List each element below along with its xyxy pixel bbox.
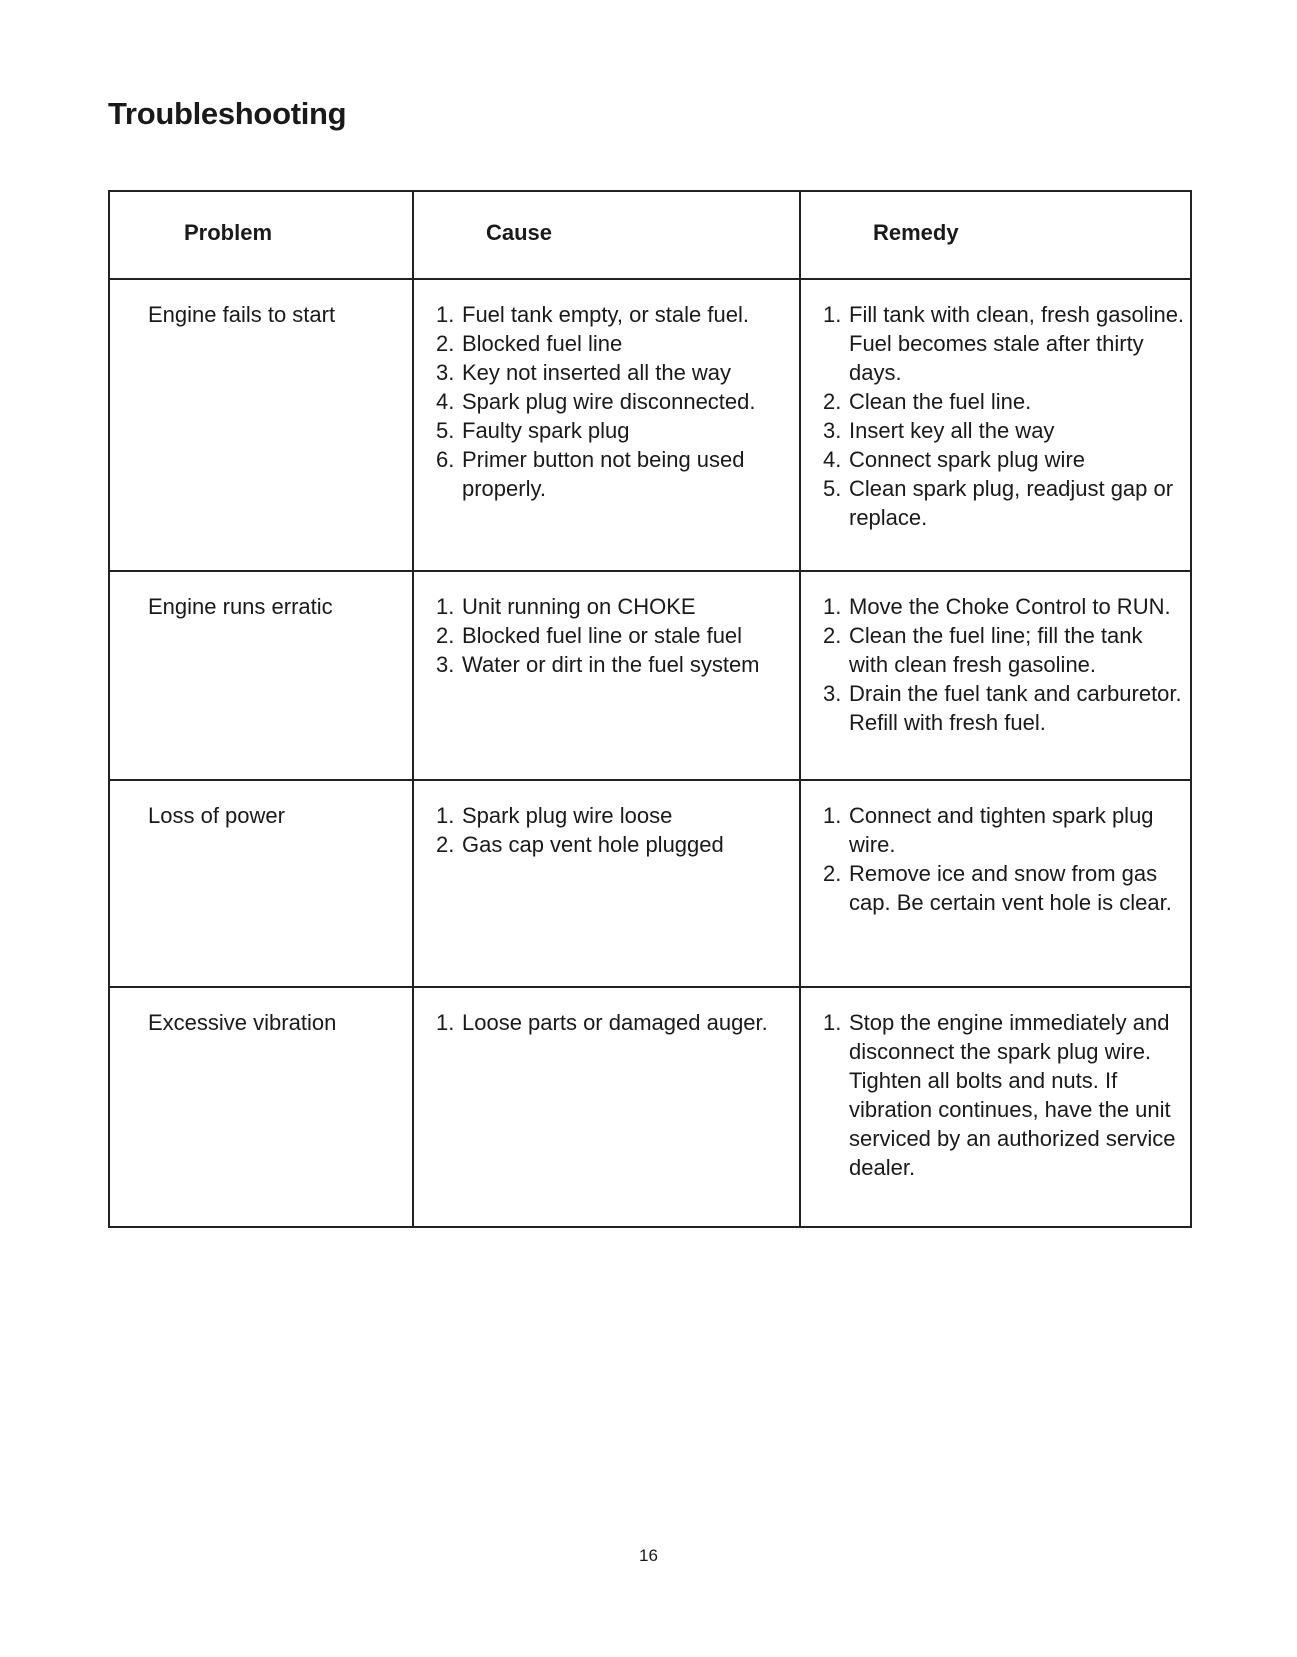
item-text: Gas cap vent hole plugged [462, 832, 724, 857]
problem-cell: Loss of power [109, 780, 413, 987]
cause-cell [413, 279, 800, 571]
item-text: Clean spark plug, readjust gap or replace. [849, 476, 1174, 530]
cause-item [436, 592, 793, 621]
remedy-item [823, 679, 1186, 737]
remedy-item [823, 859, 1186, 917]
table-row [109, 987, 1191, 1227]
item-number: 6. [436, 447, 455, 472]
item-text: Unit running on CHOKE [462, 594, 696, 619]
problem-cell: Engine runs erratic [109, 571, 413, 780]
item-number: 4. [823, 447, 842, 472]
remedy-item [823, 416, 1186, 445]
item-number: 2. [823, 389, 842, 414]
problem-cell: Engine fails to start [109, 279, 413, 571]
remedy-item [823, 621, 1186, 679]
table-header-row [109, 191, 1191, 279]
cause-item [436, 445, 793, 503]
cause-list [436, 1008, 793, 1037]
remedy-list [823, 1008, 1186, 1182]
item-number: 1. [823, 302, 842, 327]
item-number: 1. [436, 803, 455, 828]
item-text: Remove ice and snow from gas cap. Be certain vent hole is clear. [849, 861, 1172, 915]
item-text: Blocked fuel line or stale fuel [462, 623, 743, 648]
cause-cell [413, 571, 800, 780]
item-number: 2. [823, 861, 842, 886]
item-text: Stop the engine immediately and disconnect the spark plug wire. Tighten all bolts and nuts. If vibration continues, have the unit serviced by an authorized service dealer. [849, 1010, 1176, 1180]
cause-item [436, 1008, 793, 1037]
item-text: Blocked fuel line [462, 331, 623, 356]
item-text: Spark plug wire loose [462, 803, 673, 828]
cause-list [436, 592, 793, 679]
remedy-cell [800, 780, 1191, 987]
table-row [109, 780, 1191, 987]
remedy-item [823, 300, 1186, 387]
page-number: 16 [639, 1546, 658, 1565]
item-number: 1. [436, 1010, 455, 1035]
item-number: 2. [436, 331, 455, 356]
cause-item [436, 387, 793, 416]
item-number: 3. [823, 418, 842, 443]
remedy-item [823, 592, 1186, 621]
remedy-item [823, 801, 1186, 859]
item-text: Key not inserted all the way [462, 360, 732, 385]
item-text: Spark plug wire disconnected. [462, 389, 756, 414]
cause-item [436, 650, 793, 679]
remedy-item [823, 1008, 1186, 1182]
table-row [109, 279, 1191, 571]
problem-column-header: Problem [109, 191, 413, 279]
item-text: Water or dirt in the fuel system [462, 652, 760, 677]
item-text: Clean the fuel line; fill the tank with clean fresh gasoline. [849, 623, 1143, 677]
item-number: 5. [823, 476, 842, 501]
cause-cell [413, 780, 800, 987]
cause-item [436, 329, 793, 358]
item-text: Drain the fuel tank and carburetor. Refill with fresh fuel. [849, 681, 1182, 735]
item-text: Insert key all the way [849, 418, 1055, 443]
item-number: 2. [436, 623, 455, 648]
cause-item [436, 300, 793, 329]
remedy-cell [800, 987, 1191, 1227]
cause-item [436, 416, 793, 445]
item-text: Clean the fuel line. [849, 389, 1032, 414]
problem-cell: Excessive vibration [109, 987, 413, 1227]
item-text: Primer button not being used properly. [462, 447, 745, 501]
item-number: 3. [823, 681, 842, 706]
item-number: 2. [436, 832, 455, 857]
item-text: Faulty spark plug [462, 418, 630, 443]
item-text: Fill tank with clean, fresh gasoline. Fuel becomes stale after thirty days. [849, 302, 1185, 385]
item-text: Move the Choke Control to RUN. [849, 594, 1171, 619]
cause-item [436, 801, 793, 830]
item-text: Loose parts or damaged auger. [462, 1010, 768, 1035]
item-number: 1. [823, 803, 842, 828]
remedy-item [823, 445, 1186, 474]
item-text: Fuel tank empty, or stale fuel. [462, 302, 749, 327]
cause-item [436, 358, 793, 387]
item-number: 1. [436, 302, 455, 327]
remedy-list [823, 592, 1186, 737]
cause-list [436, 300, 793, 503]
remedy-item [823, 387, 1186, 416]
item-number: 4. [436, 389, 455, 414]
remedy-list [823, 300, 1186, 532]
remedy-column-header: Remedy [800, 191, 1191, 279]
item-text: Connect and tighten spark plug wire. [849, 803, 1154, 857]
cause-cell [413, 987, 800, 1227]
remedy-item [823, 474, 1186, 532]
remedy-list [823, 801, 1186, 917]
remedy-cell [800, 279, 1191, 571]
cause-item [436, 621, 793, 650]
cause-column-header: Cause [413, 191, 800, 279]
item-number: 2. [823, 623, 842, 648]
cause-list [436, 801, 793, 859]
item-number: 5. [436, 418, 455, 443]
item-number: 3. [436, 652, 455, 677]
item-number: 3. [436, 360, 455, 385]
troubleshooting-table [108, 190, 1192, 1228]
item-number: 1. [823, 1010, 842, 1035]
remedy-cell [800, 571, 1191, 780]
item-number: 1. [436, 594, 455, 619]
cause-item [436, 830, 793, 859]
item-text: Connect spark plug wire [849, 447, 1086, 472]
table-row [109, 571, 1191, 780]
item-number: 1. [823, 594, 842, 619]
page-title: Troubleshooting [108, 96, 347, 131]
